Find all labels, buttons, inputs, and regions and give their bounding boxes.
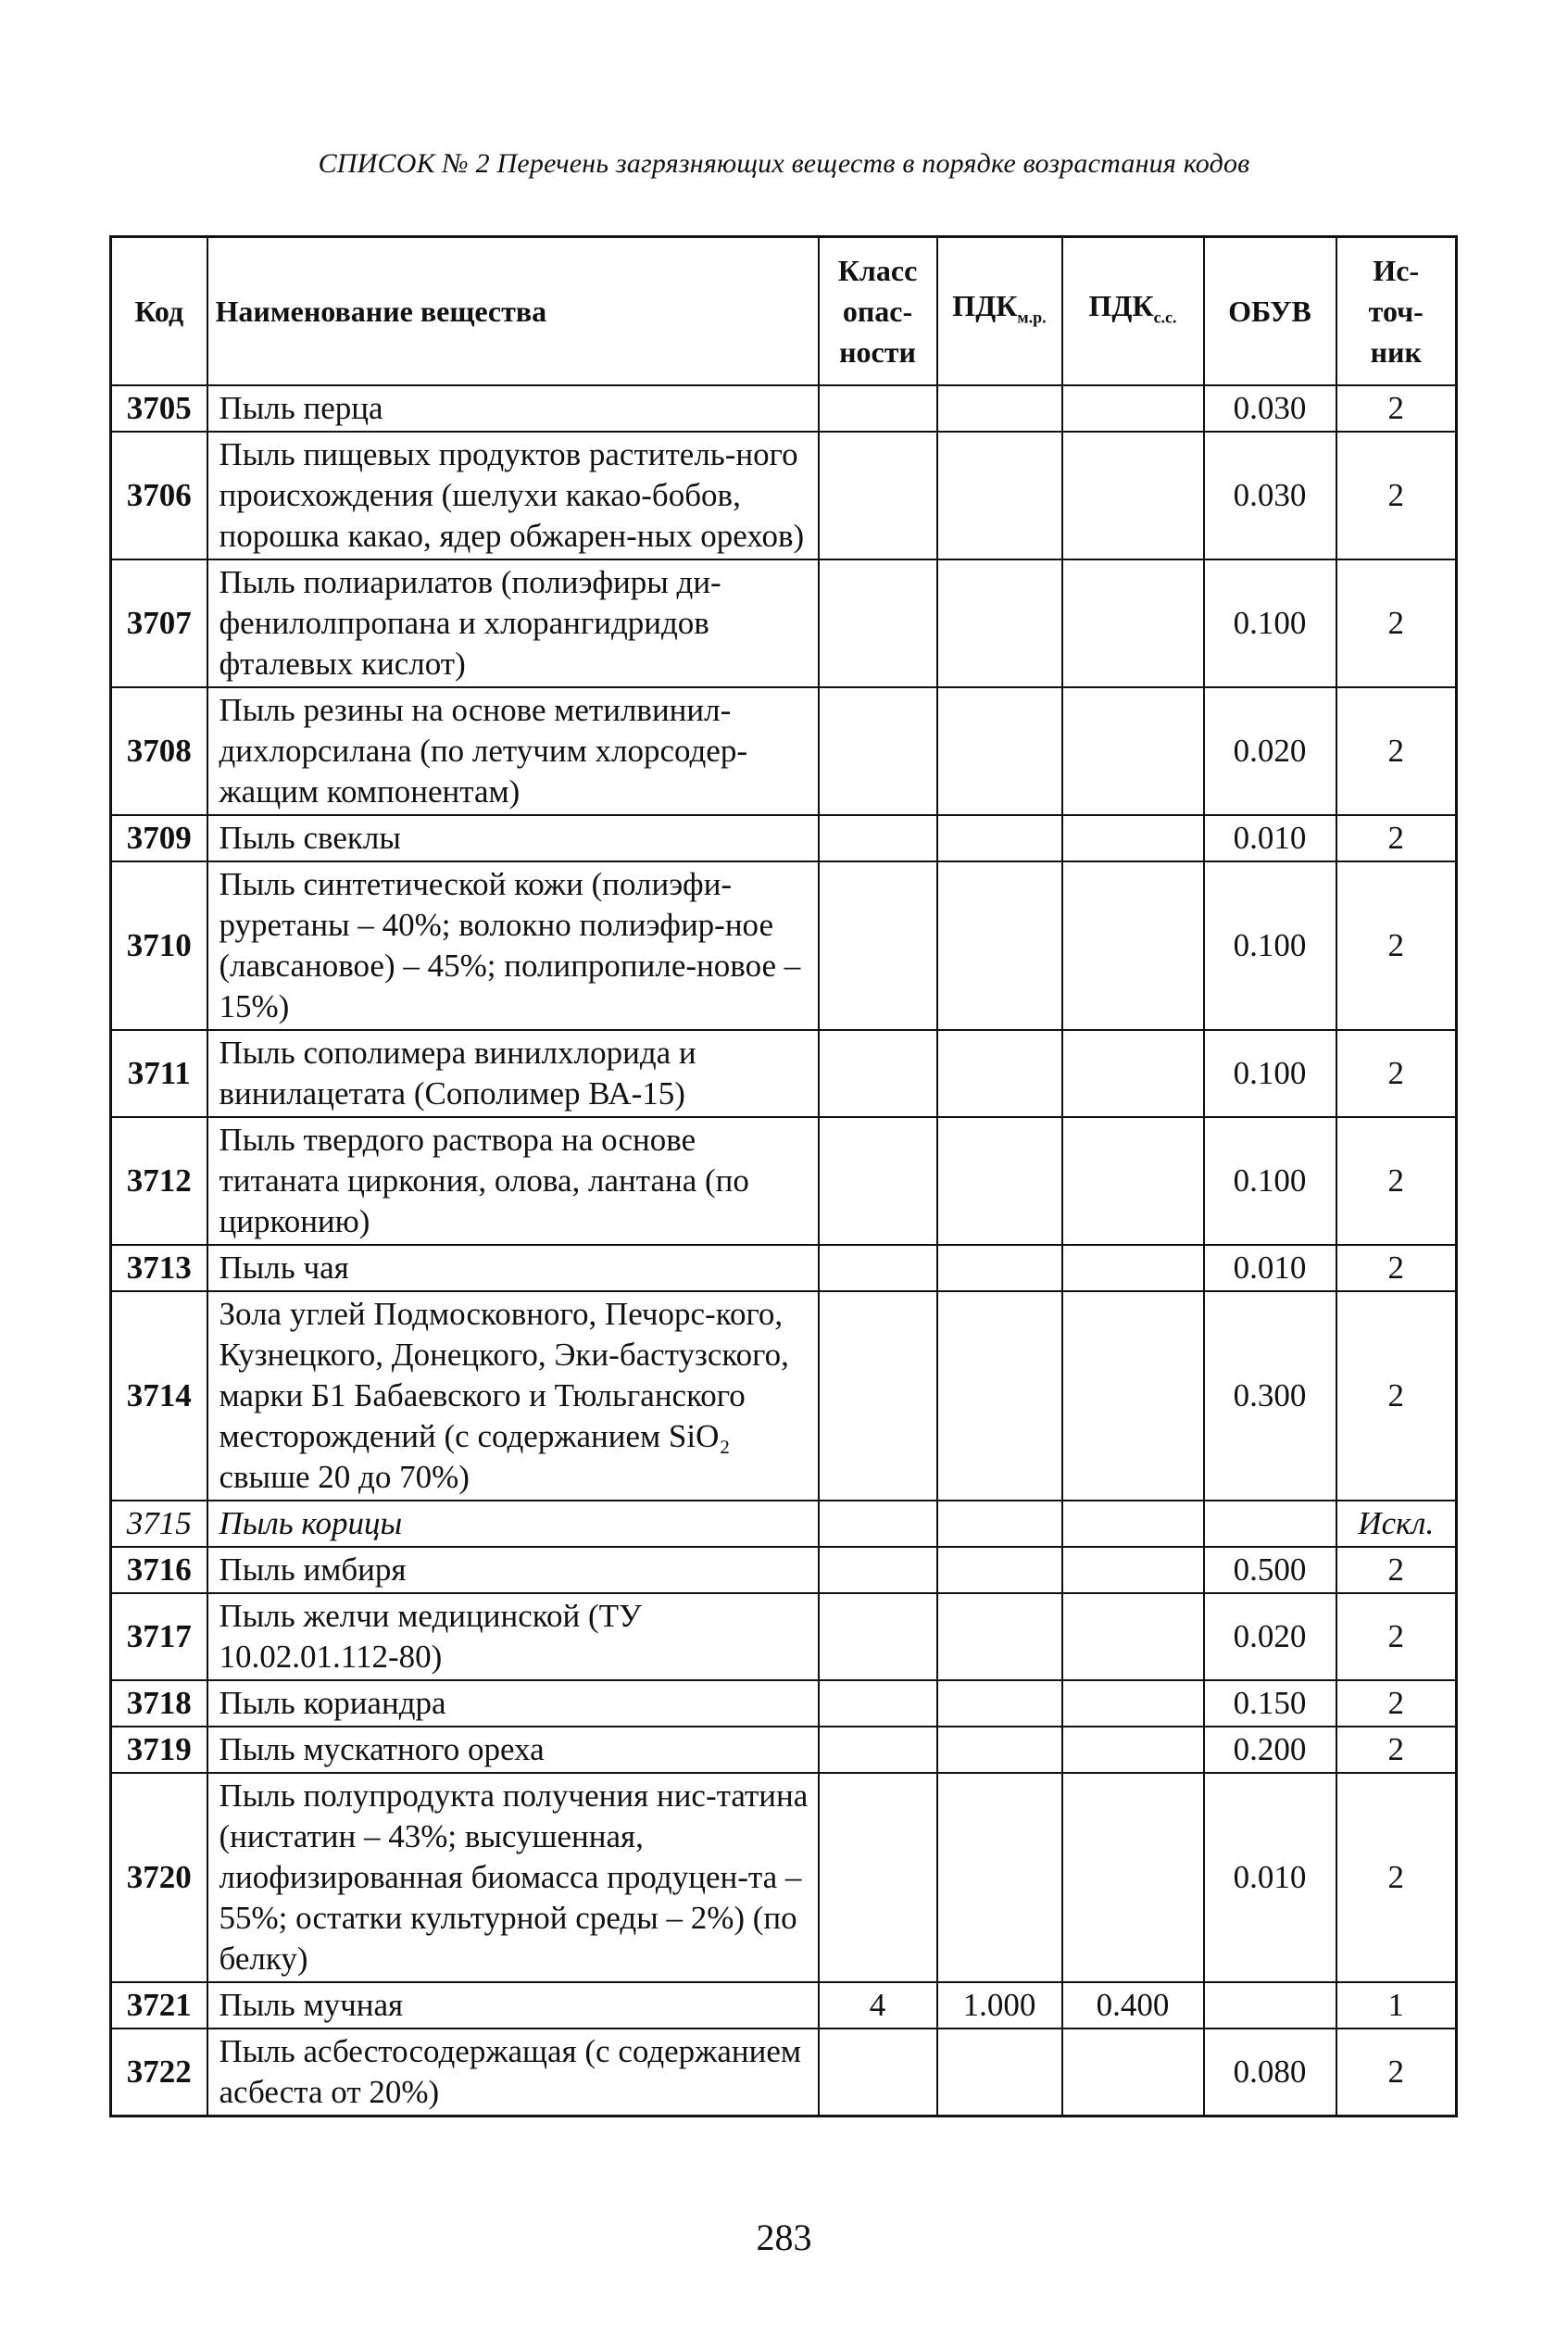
- table-row: [111, 2029, 1457, 2117]
- cell-pdk-mr: [937, 2029, 1062, 2117]
- page-number: 283: [756, 2217, 812, 2258]
- cell-obuv: 0.020: [1204, 1593, 1336, 1680]
- header-pdk-mr-sub: м.р.: [1017, 307, 1047, 326]
- cell-hazard-class: [819, 385, 937, 432]
- table-row: [111, 1501, 1457, 1547]
- cell-source: 2: [1336, 1245, 1457, 1291]
- cell-pdk-mr: [937, 815, 1062, 861]
- cell-hazard-class: [819, 815, 937, 861]
- cell-hazard-class: [819, 1030, 937, 1117]
- cell-obuv: 0.100: [1204, 861, 1336, 1030]
- cell-obuv: 0.080: [1204, 2029, 1336, 2117]
- cell-hazard-class: [819, 687, 937, 815]
- cell-hazard-class: [819, 1245, 937, 1291]
- cell-name: Пыль корицы: [207, 1501, 819, 1547]
- cell-source: 2: [1336, 1030, 1457, 1117]
- cell-name: Пыль полиарилатов (полиэфиры ди-фенилолпропана и хлорангидридов фталевых кислот): [207, 559, 819, 687]
- cell-obuv: 0.200: [1204, 1727, 1336, 1773]
- cell-hazard-class: [819, 1501, 937, 1547]
- cell-pdk-mr: [937, 1245, 1062, 1291]
- table-row: [111, 1593, 1457, 1680]
- table-row: [111, 687, 1457, 815]
- cell-code: 3712: [111, 1117, 207, 1245]
- header-pdk-ss: [1062, 237, 1204, 385]
- cell-name: Пыль сополимера винилхлорида и винилацетата (Сополимер ВА-15): [207, 1030, 819, 1117]
- cell-name: Пыль перца: [207, 385, 819, 432]
- cell-pdk-mr: [937, 1727, 1062, 1773]
- cell-pdk-mr: [937, 1773, 1062, 1982]
- table-row: [111, 385, 1457, 432]
- cell-pdk-mr: [937, 1117, 1062, 1245]
- header-pdk-mr-label: ПДК: [952, 288, 1018, 322]
- cell-source: 2: [1336, 1547, 1457, 1593]
- page-header: СПИСОК № 2 Перечень загрязняющих веществ в порядке возрастания кодов: [318, 148, 1250, 179]
- table-row: [111, 1727, 1457, 1773]
- cell-pdk-ss: [1062, 1547, 1204, 1593]
- cell-obuv: 0.100: [1204, 1030, 1336, 1117]
- cell-obuv: 0.010: [1204, 1245, 1336, 1291]
- cell-code: 3706: [111, 432, 207, 559]
- cell-source: 2: [1336, 1680, 1457, 1727]
- cell-pdk-mr: [937, 559, 1062, 687]
- cell-code: 3713: [111, 1245, 207, 1291]
- cell-hazard-class: [819, 1593, 937, 1680]
- cell-pdk-mr: [937, 1291, 1062, 1501]
- header-pdk-ss-sub: с.с.: [1153, 307, 1177, 326]
- cell-code: 3714: [111, 1291, 207, 1501]
- cell-hazard-class: [819, 432, 937, 559]
- table-row: [111, 1680, 1457, 1727]
- cell-source: 2: [1336, 1727, 1457, 1773]
- cell-obuv: 0.020: [1204, 687, 1336, 815]
- cell-pdk-mr: [937, 687, 1062, 815]
- cell-name: Пыль синтетической кожи (полиэфи-руретаны – 40%; волокно полиэфир-ное (лавсановое) – 45%; полипропиле-новое – 15%): [207, 861, 819, 1030]
- cell-source: 2: [1336, 1291, 1457, 1501]
- cell-code: 3709: [111, 815, 207, 861]
- cell-pdk-ss: 0.400: [1062, 1982, 1204, 2029]
- table-header-row: [111, 237, 1457, 385]
- cell-source: 1: [1336, 1982, 1457, 2029]
- cell-pdk-mr: [937, 1547, 1062, 1593]
- cell-obuv: 0.500: [1204, 1547, 1336, 1593]
- cell-obuv: 0.150: [1204, 1680, 1336, 1727]
- cell-code: 3710: [111, 861, 207, 1030]
- cell-hazard-class: [819, 1291, 937, 1501]
- cell-source: 2: [1336, 1117, 1457, 1245]
- cell-source: 2: [1336, 2029, 1457, 2117]
- cell-code: 3711: [111, 1030, 207, 1117]
- cell-obuv: 0.100: [1204, 559, 1336, 687]
- cell-code: 3717: [111, 1593, 207, 1680]
- cell-pdk-ss: [1062, 815, 1204, 861]
- header-pdk-mr: [937, 237, 1062, 385]
- cell-code: 3722: [111, 2029, 207, 2117]
- cell-pdk-ss: [1062, 1117, 1204, 1245]
- cell-code: 3715: [111, 1501, 207, 1547]
- table-row: [111, 559, 1457, 687]
- cell-pdk-mr: [937, 1501, 1062, 1547]
- cell-code: 3719: [111, 1727, 207, 1773]
- cell-hazard-class: [819, 559, 937, 687]
- cell-pdk-ss: [1062, 2029, 1204, 2117]
- table-row: [111, 1030, 1457, 1117]
- table-body: [111, 385, 1457, 2117]
- cell-pdk-mr: 1.000: [937, 1982, 1062, 2029]
- cell-code: 3705: [111, 385, 207, 432]
- cell-pdk-ss: [1062, 1245, 1204, 1291]
- cell-code: 3720: [111, 1773, 207, 1982]
- table-row: [111, 815, 1457, 861]
- table-row: [111, 1245, 1457, 1291]
- table-row: [111, 1547, 1457, 1593]
- cell-hazard-class: [819, 1727, 937, 1773]
- cell-pdk-ss: [1062, 1030, 1204, 1117]
- cell-pdk-mr: [937, 1680, 1062, 1727]
- header-name: Наименование вещества: [207, 237, 819, 385]
- cell-name: Пыль кориандра: [207, 1680, 819, 1727]
- cell-pdk-ss: [1062, 559, 1204, 687]
- cell-pdk-ss: [1062, 432, 1204, 559]
- table-row: [111, 1773, 1457, 1982]
- cell-name: Пыль желчи медицинской (ТУ 10.02.01.112-80): [207, 1593, 819, 1680]
- cell-hazard-class: 4: [819, 1982, 937, 2029]
- cell-pdk-ss: [1062, 1501, 1204, 1547]
- table-row: [111, 432, 1457, 559]
- cell-source: 2: [1336, 687, 1457, 815]
- cell-pdk-mr: [937, 432, 1062, 559]
- cell-name: Пыль мускатного ореха: [207, 1727, 819, 1773]
- table-row: [111, 1117, 1457, 1245]
- cell-pdk-ss: [1062, 1291, 1204, 1501]
- cell-source: 2: [1336, 1773, 1457, 1982]
- cell-obuv: [1204, 1501, 1336, 1547]
- header-source: Ис- точ- ник: [1336, 237, 1457, 385]
- cell-source: 2: [1336, 432, 1457, 559]
- cell-name: Пыль мучная: [207, 1982, 819, 2029]
- table-row: [111, 1291, 1457, 1501]
- cell-obuv: 0.300: [1204, 1291, 1336, 1501]
- substances-table-container: [109, 235, 1455, 2117]
- cell-code: 3721: [111, 1982, 207, 2029]
- cell-obuv: 0.030: [1204, 385, 1336, 432]
- cell-pdk-ss: [1062, 1593, 1204, 1680]
- cell-name: Пыль свеклы: [207, 815, 819, 861]
- cell-code: 3716: [111, 1547, 207, 1593]
- table-row: [111, 861, 1457, 1030]
- cell-obuv: 0.030: [1204, 432, 1336, 559]
- substances-table: [109, 235, 1458, 2117]
- cell-hazard-class: [819, 1680, 937, 1727]
- cell-obuv: 0.100: [1204, 1117, 1336, 1245]
- cell-obuv: [1204, 1982, 1336, 2029]
- cell-source: Искл.: [1336, 1501, 1457, 1547]
- cell-name: Пыль имбиря: [207, 1547, 819, 1593]
- cell-name: Пыль твердого раствора на основе титаната циркония, олова, лантана (по цирконию): [207, 1117, 819, 1245]
- cell-pdk-mr: [937, 1030, 1062, 1117]
- cell-pdk-ss: [1062, 861, 1204, 1030]
- cell-source: 2: [1336, 861, 1457, 1030]
- cell-code: 3707: [111, 559, 207, 687]
- cell-hazard-class: [819, 861, 937, 1030]
- cell-pdk-ss: [1062, 1680, 1204, 1727]
- cell-source: 2: [1336, 385, 1457, 432]
- header-pdk-ss-label: ПДК: [1088, 288, 1154, 322]
- cell-code: 3718: [111, 1680, 207, 1727]
- cell-source: 2: [1336, 815, 1457, 861]
- cell-pdk-ss: [1062, 385, 1204, 432]
- cell-name: Пыль полупродукта получения нис-татина (нистатин – 43%; высушенная, лиофизированная биомасса продуцен-та – 55%; остатки культурной среды – 2%) (по белку): [207, 1773, 819, 1982]
- cell-hazard-class: [819, 1117, 937, 1245]
- cell-obuv: 0.010: [1204, 815, 1336, 861]
- cell-code: 3708: [111, 687, 207, 815]
- header-hazard-class: Класс опас- ности: [819, 237, 937, 385]
- header-code: Код: [111, 237, 207, 385]
- cell-name: Пыль пищевых продуктов раститель-ного происхождения (шелухи какао-бобов, порошка какао, ядер обжарен-ных орехов): [207, 432, 819, 559]
- cell-name: Пыль чая: [207, 1245, 819, 1291]
- cell-pdk-mr: [937, 1593, 1062, 1680]
- cell-hazard-class: [819, 1547, 937, 1593]
- cell-obuv: 0.010: [1204, 1773, 1336, 1982]
- cell-pdk-ss: [1062, 687, 1204, 815]
- table-row: [111, 1982, 1457, 2029]
- cell-hazard-class: [819, 2029, 937, 2117]
- cell-hazard-class: [819, 1773, 937, 1982]
- cell-pdk-ss: [1062, 1727, 1204, 1773]
- header-obuv: ОБУВ: [1204, 237, 1336, 385]
- cell-name: Пыль резины на основе метилвинил-дихлорсилана (по летучим хлорсодер-жащим компонентам): [207, 687, 819, 815]
- cell-pdk-mr: [937, 385, 1062, 432]
- cell-source: 2: [1336, 1593, 1457, 1680]
- cell-source: 2: [1336, 559, 1457, 687]
- cell-pdk-ss: [1062, 1773, 1204, 1982]
- cell-name: Пыль асбестосодержащая (с содержанием асбеста от 20%): [207, 2029, 819, 2117]
- cell-name: Зола углей Подмосковного, Печорс-кого, Кузнецкого, Донецкого, Эки-бастузского, марки Б1 Бабаевского и Тюльганского месторождений (с содержанием SiO₂ свыше 20 до 70%): [207, 1291, 819, 1501]
- cell-pdk-mr: [937, 861, 1062, 1030]
